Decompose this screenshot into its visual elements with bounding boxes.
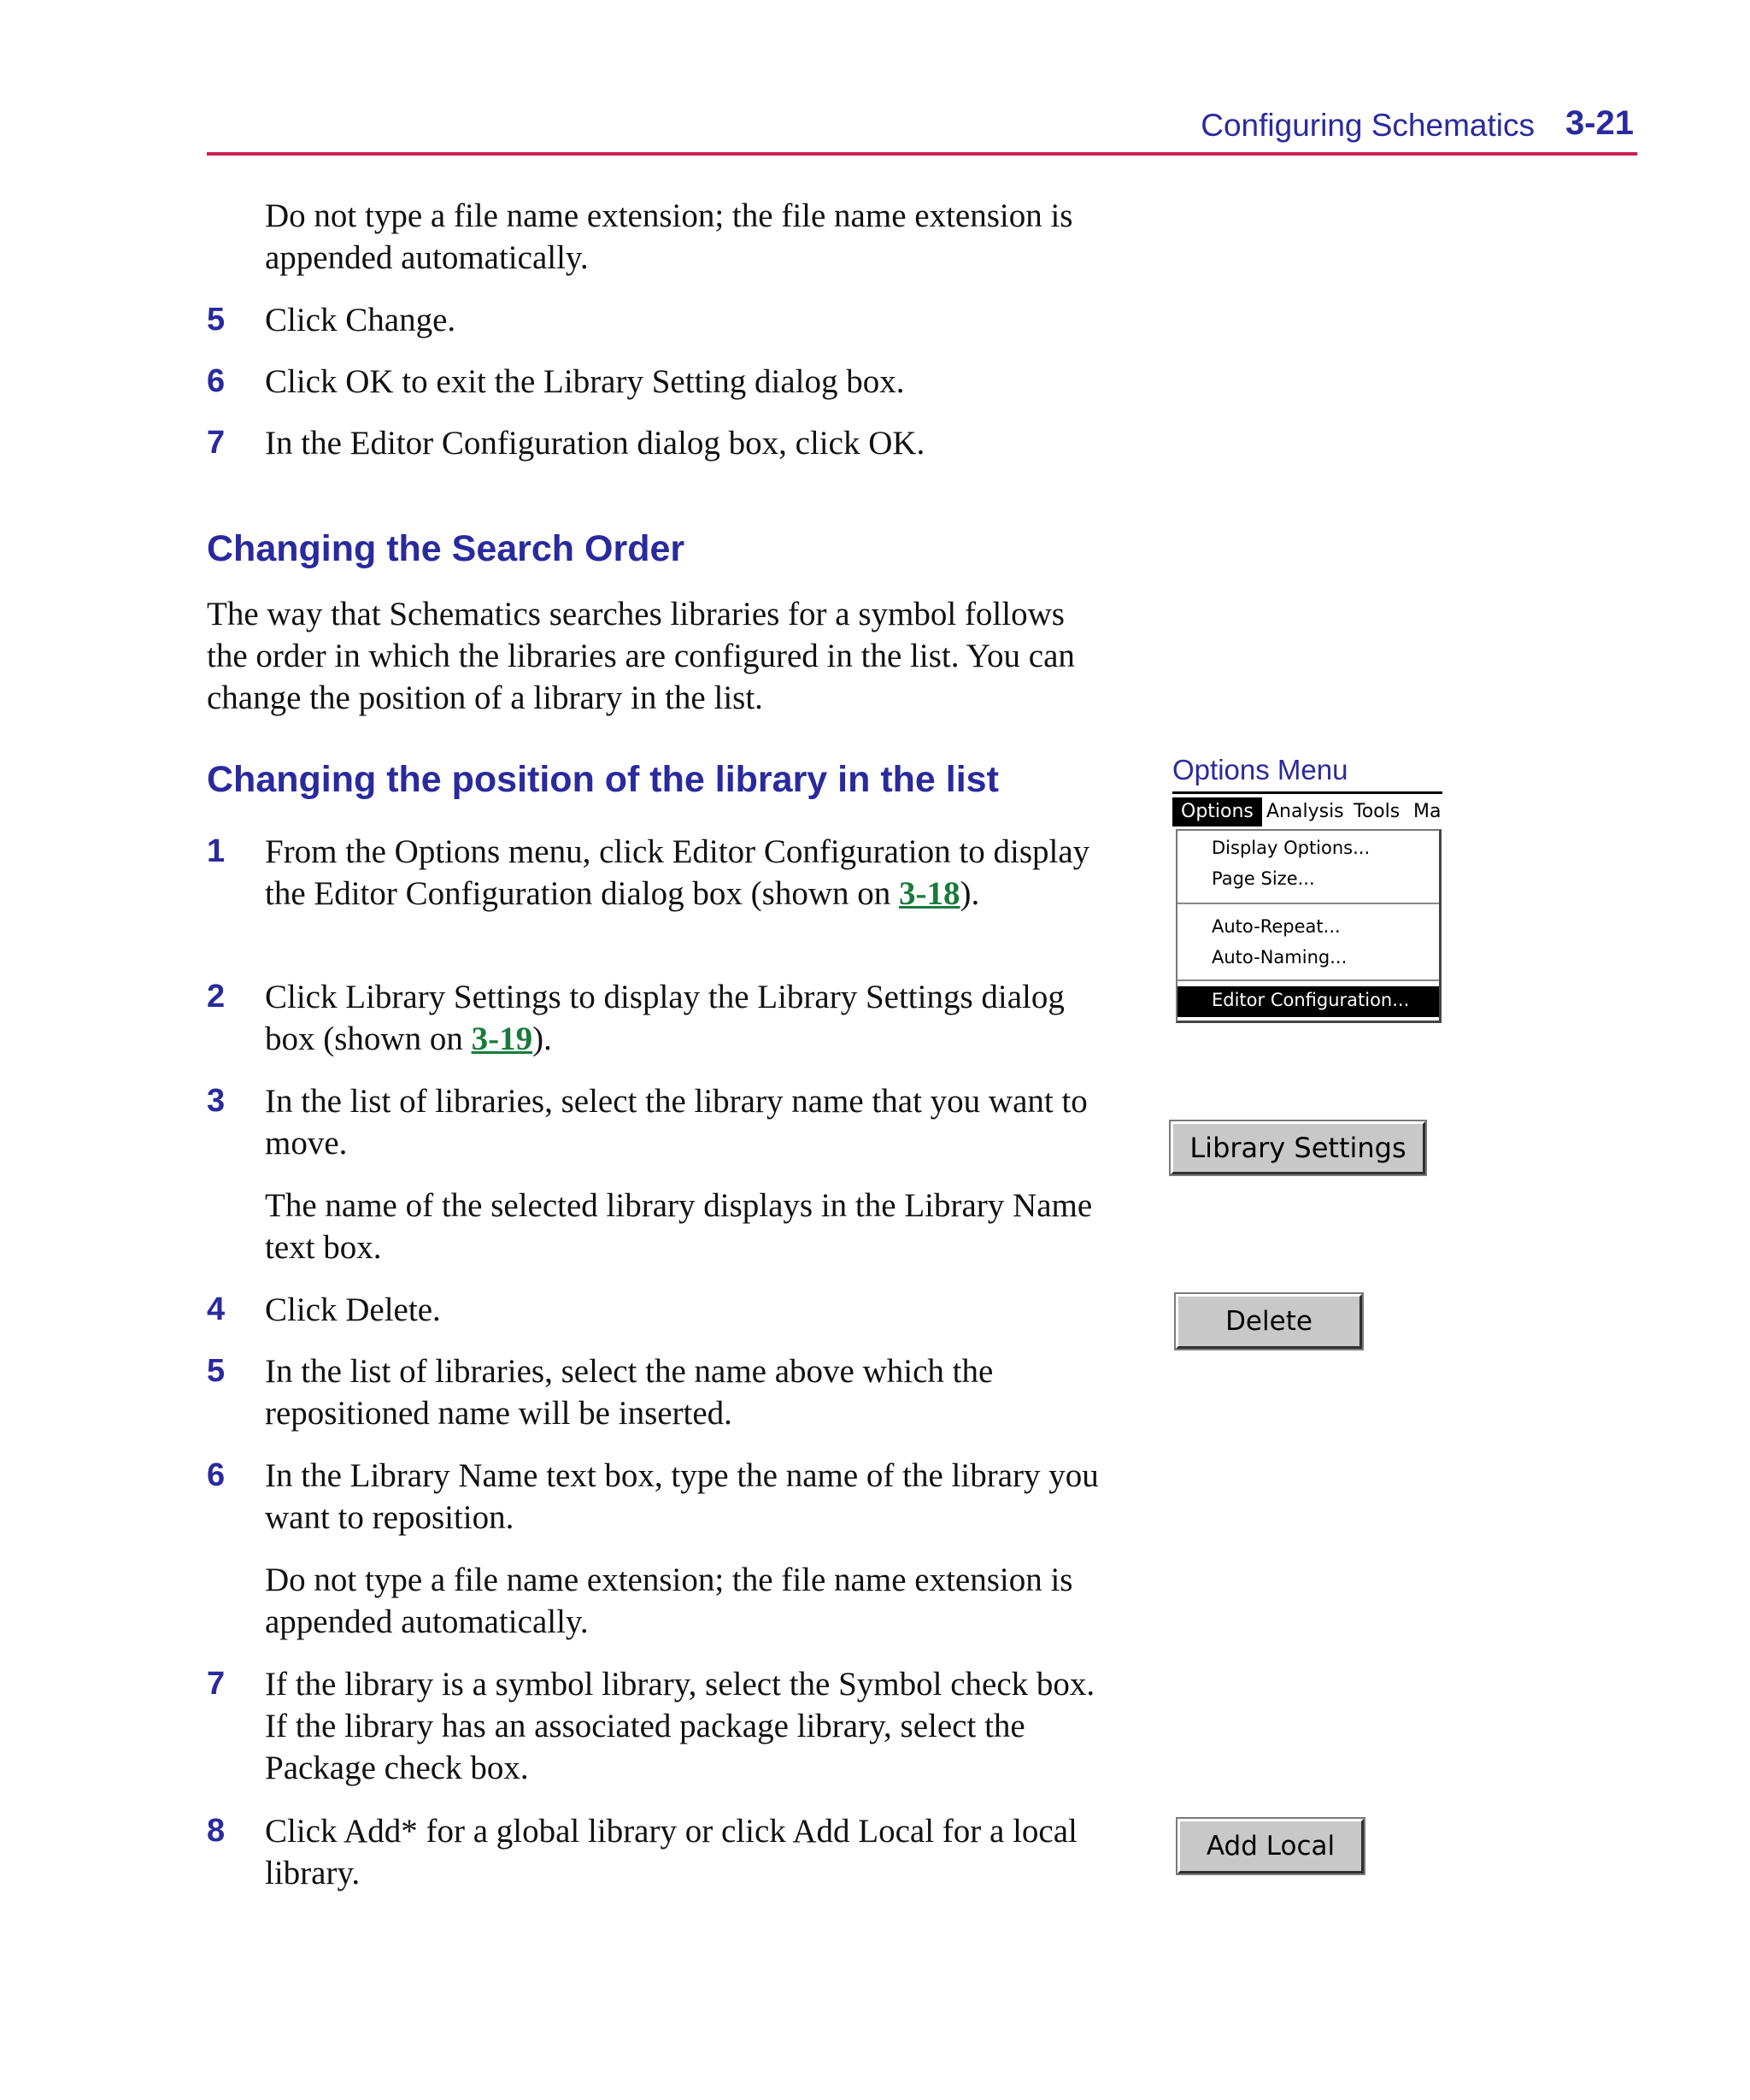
step-text: Click Change. <box>265 302 456 338</box>
menu-tools[interactable]: Tools <box>1354 801 1401 822</box>
delete-button[interactable]: Delete <box>1176 1294 1362 1349</box>
step-text: In the Library Name text box, type the name of the library you want to reposition. <box>265 1457 1099 1536</box>
step-number: 3 <box>207 1083 226 1119</box>
step-number: 1 <box>207 833 226 869</box>
step-text <box>265 976 1119 1060</box>
options-dropdown <box>1176 829 1442 1023</box>
step-number: 4 <box>207 1291 226 1327</box>
heading-position: Changing the position of the library in the list <box>207 759 999 800</box>
step-number: 6 <box>207 363 226 399</box>
add-local-button[interactable]: Add Local <box>1177 1819 1364 1874</box>
step-number: 8 <box>207 1813 226 1849</box>
heading-search-order: Changing the Search Order <box>207 528 685 569</box>
step-text: Click Delete. <box>265 1291 441 1328</box>
step-3-note: The name of the selected library displays in the Library Name text box. <box>265 1187 1093 1266</box>
menu-analysis[interactable]: Analysis <box>1266 801 1344 822</box>
page-number: 3-21 <box>1565 104 1634 142</box>
step-text: In the list of libraries, select the name above which the repositioned name will be inserted. <box>265 1353 994 1432</box>
menu-item-editor-configuration[interactable] <box>1177 986 1439 1017</box>
figure-caption: Options Menu <box>1172 754 1348 785</box>
menu-item-auto-naming[interactable]: Auto-Naming... <box>1212 947 1348 968</box>
menu-bar <box>1172 791 1442 830</box>
page-link-3-19[interactable]: 3-19 <box>471 1021 533 1057</box>
section-title: Configuring Schematics <box>1201 108 1535 143</box>
page-header <box>207 104 1637 156</box>
options-menu-figure <box>1172 791 1442 1021</box>
search-order-body: The way that Schematics searches libraries for a symbol follows the order in which the libraries are configured in the list. You can change the position of a library in the list. <box>207 596 1075 716</box>
step-text: In the list of libraries, select the library name that you want to move. <box>265 1083 1088 1162</box>
step-number: 6 <box>207 1457 226 1493</box>
menu-ma[interactable]: Ma <box>1413 801 1442 822</box>
step-number: 7 <box>207 1666 226 1702</box>
step-text: Click OK to exit the Library Setting dialog box. <box>265 363 905 400</box>
step-text: If the library is a symbol library, select the Symbol check box. If the library has an associated package library, select the Package check box. <box>265 1666 1095 1786</box>
menu-item-label: Editor Configuration... <box>1212 990 1410 1010</box>
step-number: 7 <box>207 425 226 461</box>
step-text-main: From the Options menu, click Editor Configuration to display the Editor Configuration dialog box (shown on <box>265 833 1090 912</box>
menu-item-page-size[interactable]: Page Size... <box>1212 868 1315 889</box>
step-text-after: ). <box>960 875 980 912</box>
menu-separator <box>1177 979 1439 981</box>
menu-item-auto-repeat[interactable]: Auto-Repeat... <box>1212 916 1341 937</box>
step-number: 5 <box>207 1353 226 1389</box>
step-text <box>265 831 1119 915</box>
step-text: In the Editor Configuration dialog box, click OK. <box>265 425 925 462</box>
library-settings-button[interactable]: Library Settings <box>1171 1121 1425 1174</box>
page-link-3-18[interactable]: 3-18 <box>899 875 960 912</box>
step-text-after: ). <box>532 1021 552 1057</box>
step-text-main: Click Library Settings to display the Library Settings dialog box (shown on <box>265 979 1065 1057</box>
menu-options[interactable]: Options <box>1172 797 1262 826</box>
extension-note: Do not type a file name extension; the file name extension is appended automatically. <box>265 197 1073 276</box>
step-number: 5 <box>207 302 226 338</box>
menu-item-display-options[interactable]: Display Options... <box>1212 838 1371 858</box>
menu-separator <box>1177 903 1439 904</box>
step-number: 2 <box>207 979 226 1015</box>
step-text: Click Add* for a global library or click Add Local for a local library. <box>265 1813 1078 1891</box>
step-6-note: Do not type a file name extension; the file name extension is appended automatically. <box>265 1562 1073 1640</box>
